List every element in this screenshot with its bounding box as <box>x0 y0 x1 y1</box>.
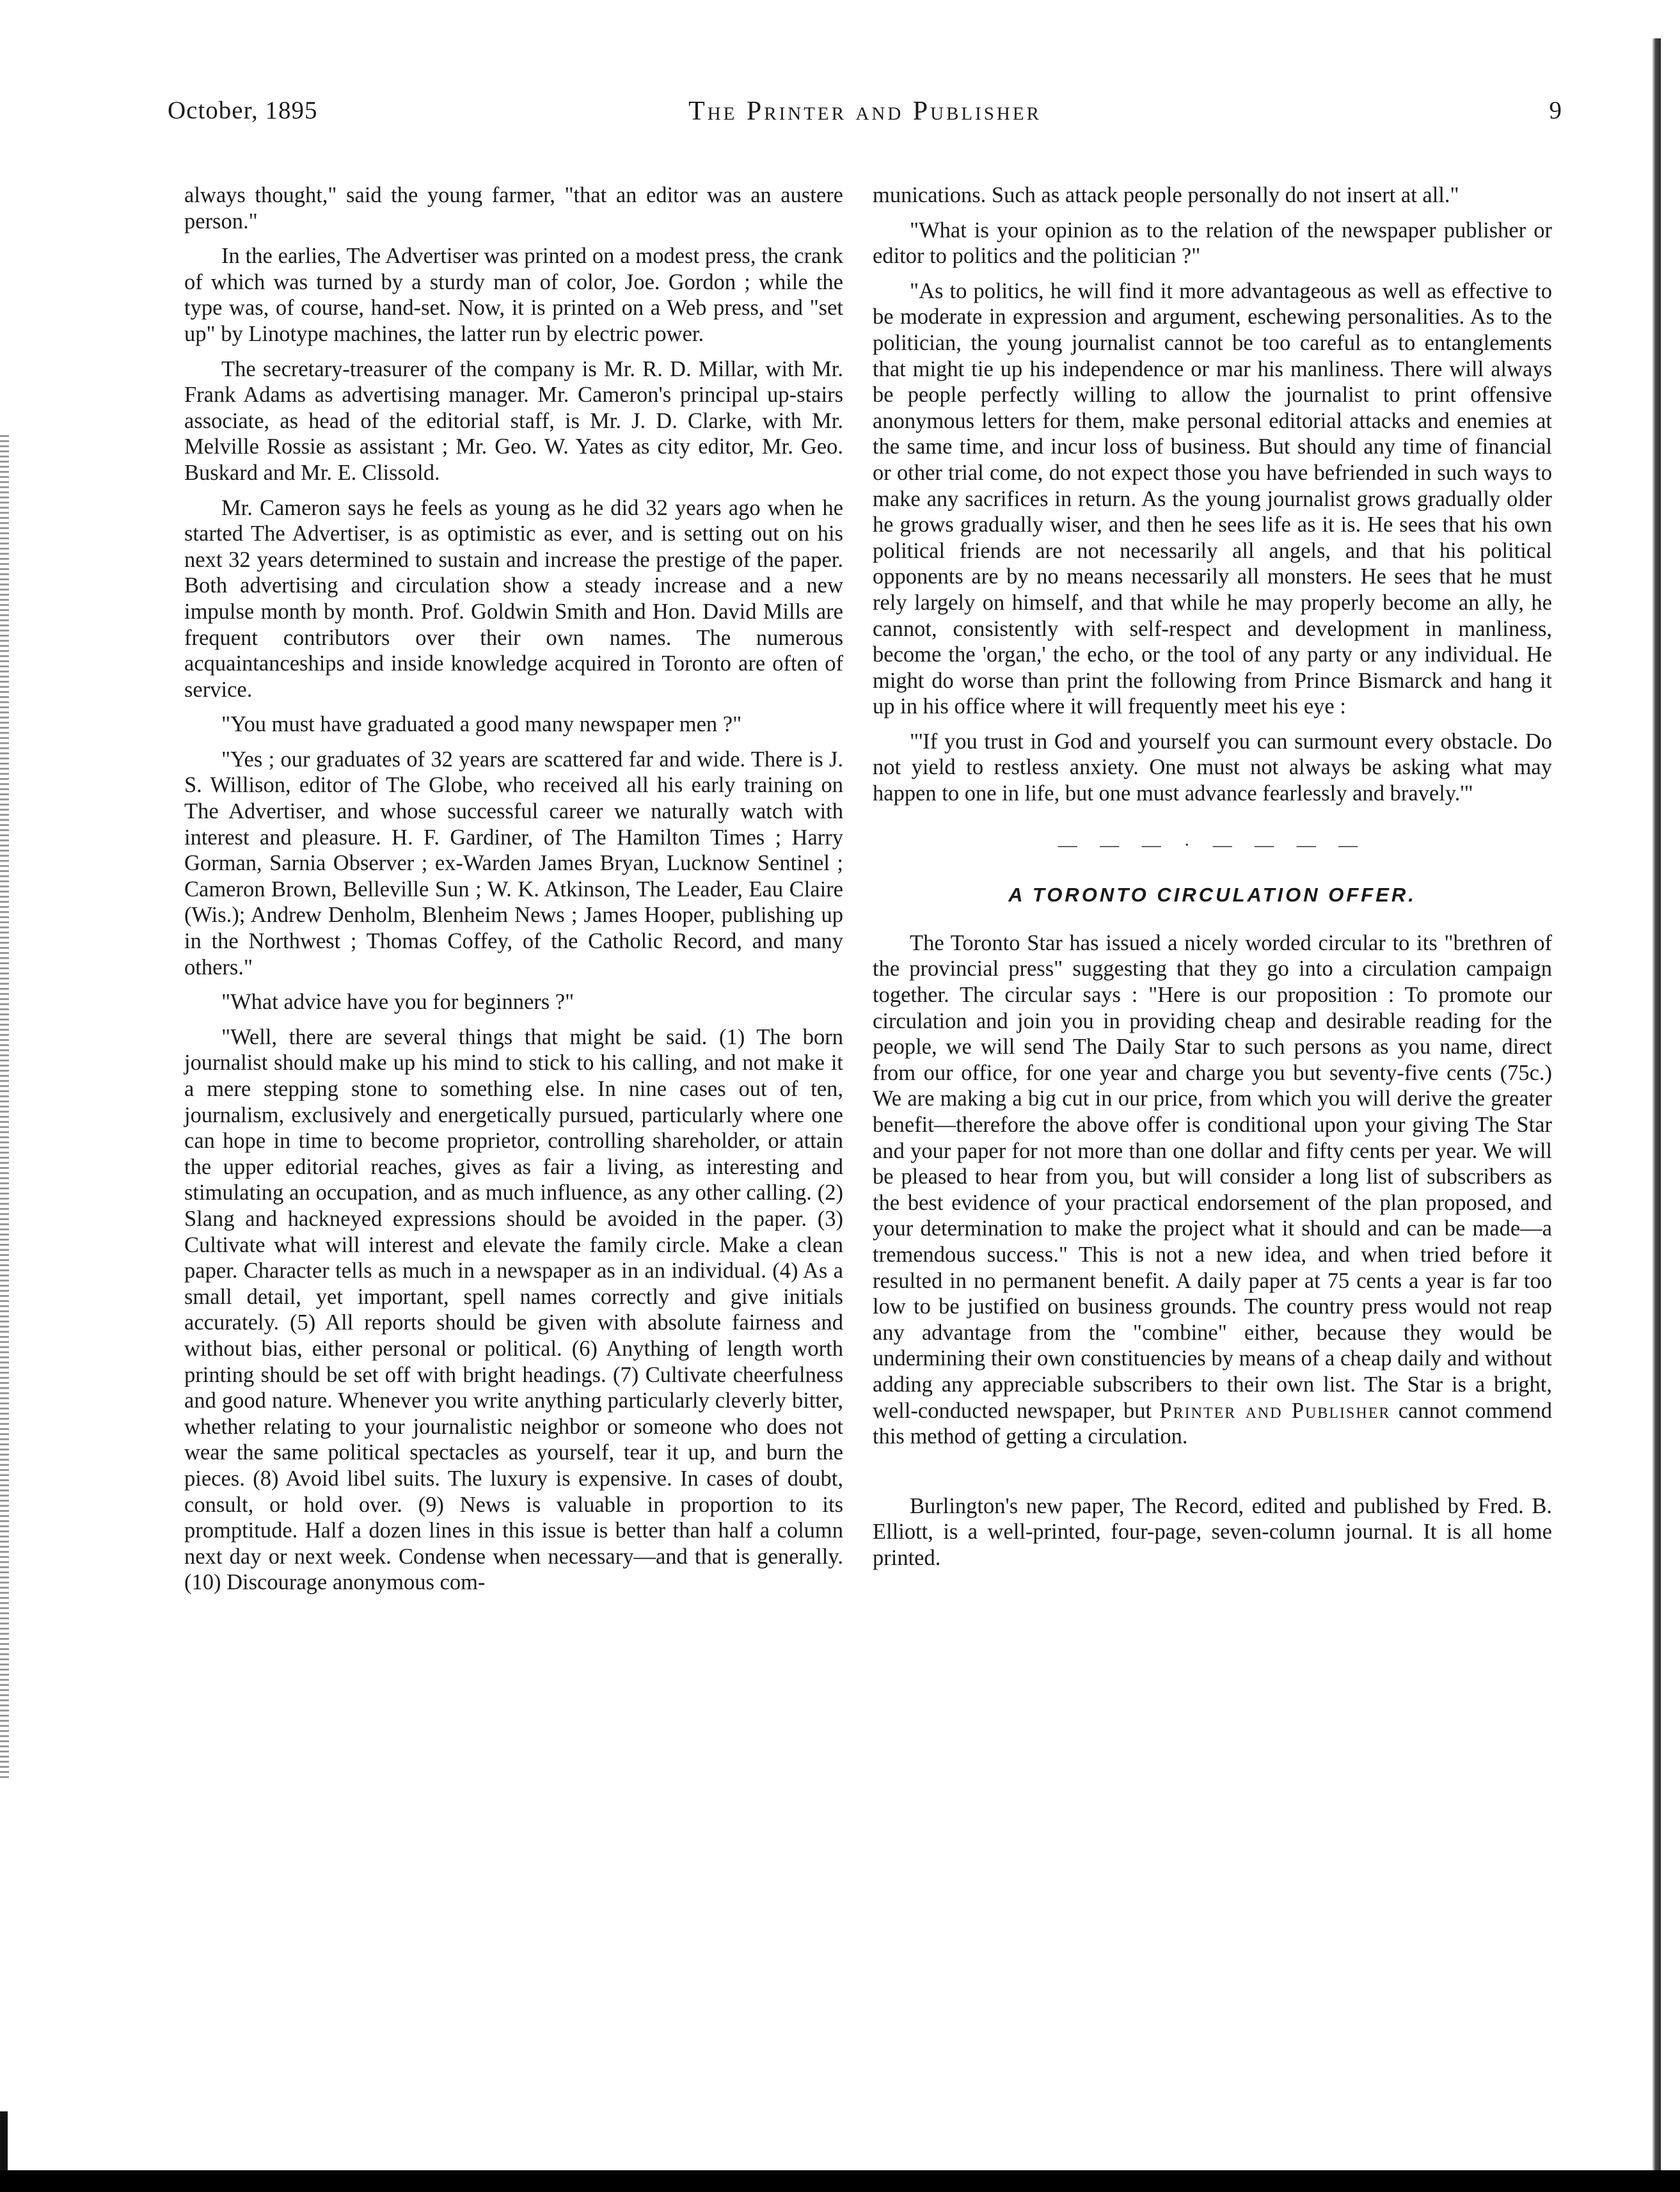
paragraph: The secretary-treasurer of the company is Mr. R. D. Millar, with Mr. Frank Adams as advertising manager. Mr. Cameron's principal up-stairs associate, as head of the editorial staff, is Mr. J. D. Clarke, with Mr. Melville Rossie as assistant ; Mr. Geo. W. Yates as city editor, Mr. Geo. Buskard and Mr. E. Clissold. <box>184 356 843 485</box>
paragraph: "You must have graduated a good many newspaper men ?" <box>221 712 742 737</box>
page-number: 9 <box>1549 97 1562 124</box>
left-column <box>184 182 843 1605</box>
scan-bottom-border <box>0 2170 1680 2192</box>
paragraph: "'If you trust in God and yourself you can surmount every obstacle. Do not yield to restless anxiety. One must not always be asking what may happen to one in life, but one must advance fearlessly and bravely.'" <box>873 729 1552 806</box>
paragraph <box>873 930 1552 1450</box>
offer-text-end: cannot commend this method of getting a circulation. <box>873 1398 1553 1449</box>
right-column <box>873 182 1552 1580</box>
section-heading: A TORONTO CIRCULATION OFFER. <box>1008 884 1416 907</box>
spacer <box>873 1459 1552 1493</box>
paragraph: "Yes ; our graduates of 32 years are scattered far and wide. There is J. S. Willison, editor of The Globe, who received all his early training on The Advertiser, and whose successful career we naturally watch with interest and pleasure. H. F. Gardiner, of The Hamilton Times ; Harry Gorman, Sarnia Observer ; ex-Warden James Bryan, Lucknow Sentinel ; Cameron Brown, Belleville Sun ; W. K. Atkinson, The Leader, Eau Claire (Wis.); Andrew Denholm, Blenheim News ; James Hooper, publishing up in the Northwest ; Thomas Coffey, of the Catholic Record, and many others." <box>184 747 843 980</box>
section-separator: — — — · — — — — <box>1058 834 1367 855</box>
page-header <box>168 96 1562 141</box>
paragraph: Mr. Cameron says he feels as young as he did 32 years ago when he started The Advertiser, is as optimistic as ever, and is setting out on his next 32 years determined to sustain and increase the prestige of the paper. Both advertising and circulation show a steady increase and a new impulse month by month. Prof. Goldwin Smith and Hon. David Mills are frequent contributors over their own names. The numerous acquaintanceships and inside knowledge acquired in Toronto are often of service. <box>184 495 843 702</box>
scan-edge-left <box>0 435 9 1779</box>
paragraph: always thought," said the young farmer, "that an editor was an austere person." <box>184 183 843 234</box>
paragraph: munications. Such as attack people personally do not insert at all." <box>873 183 1459 207</box>
scan-corner-mark <box>0 2111 8 2170</box>
issue-date: October, 1895 <box>168 97 318 124</box>
publication-title: The Printer and Publisher <box>688 97 1042 126</box>
publication-name-smallcaps: Printer and Publisher <box>1159 1398 1391 1423</box>
paragraph: In the earlies, The Advertiser was printed on a modest press, the crank of which was turned by a sturdy man of color, Joe. Gordon ; while the type was, of course, hand-set. Now, it is printed on a Web press, and "set up" by Linotype machines, the latter run by electric power. <box>184 244 843 346</box>
paragraph: Burlington's new paper, The Record, edited and published by Fred. B. Elliott, is a well-printed, four-page, seven-column journal. It is all home printed. <box>873 1493 1552 1570</box>
paragraph: "Well, there are several things that might be said. (1) The born journalist should make up his mind to stick to his calling, and not make it a mere stepping stone to something else. In nine cases out of ten, journalism, exclusively and energetically pursued, particularly where one can hope in time to become proprietor, controlling shareholder, or attain the upper editorial reaches, gives as fair a living, as interesting and stimulating an occupation, and as much influence, as any other calling. (2) Slang and hackneyed expressions should be avoided in the paper. (3) Cultivate what will interest and elevate the family circle. Make a clean paper. Character tells as much in a newspaper as in an individual. (4) As a small detail, yet important, spell names correctly and give initials accurately. (5) All reports should be given with absolute fairness and without bias, either personal or political. (6) Anything of length worth printing should be set off with bright headings. (7) Cultivate cheerfulness and good nature. Whenever you write anything particularly cleverly bitter, whether relating to your journalistic neighbor or someone who does not wear the same political spectacles as yourself, tear it up, and burn the pieces. (8) Avoid libel suits. The luxury is expensive. In cases of doubt, consult, or hold over. (9) News is valuable in proportion to its promptitude. Half a dozen lines in this issue is better than half a column next day or next week. Condense when necessary—and that is generally. (10) Discourage anonymous com- <box>184 1024 843 1595</box>
paragraph: "What is your opinion as to the relation of the newspaper publisher or editor to politics and the politician ?" <box>873 218 1552 269</box>
paragraph: "As to politics, he will find it more advantageous as well as effective to be moderate in expression and argument, eschewing personalities. As to the politician, the young journalist cannot be too careful as to entanglements that might tie up his independence or mar his manliness. There will always be people perfectly willing to allow the journalist to print offensive anonymous letters for them, make personal editorial attacks and enemies at the same time, and incur loss of business. But should any time of financial or other trial come, do not expect those you have befriended in such ways to make any sacrifices in return. As the young journalist grows gradually older he grows gradually wiser, and then he sees life as it is. He sees that his own political friends are not necessarily all angels, and that his political opponents are by no means necessarily all monsters. He sees that he must rely largely on himself, and that while he may properly become an ally, he cannot, consistently with self-respect and development in manliness, become the 'organ,' the echo, or the tool of any party or any individual. He might do worse than print the following from Prince Bismarck and hang it up in his office where it will frequently meet his eye : <box>873 278 1552 719</box>
offer-text: The Toronto Star has issued a nicely worded circular to its "brethren of the provincial press" suggesting that they go into a circulation campaign together. The circular says : "Here is our proposition : To promote our circulation and join you in providing cheap and desirable reading for the people, we will send The Daily Star to such persons as you name, direct from our office, for one year and charge you but seventy-five cents (75c.) We are making a big cut in our price, from which you will derive the greater benefit—therefore the above offer is conditional upon your giving The Star and your paper for not more than one dollar and fifty cents per year. We will be pleased to hear from you, but will consider a long list of subscribers as the best evidence of your practical endorsement of the plan proposed, and your determination to make the project what it should and can be made—a tremendous success." This is not a new idea, and when tried before it resulted in no permanent benefit. A daily paper at 75 cents a year is far too low to be justified on business grounds. The country press would not reap any advantage from the "combine" either, because they would be undermining their own constituencies by means of a cheap daily and without adding any appreciable subscribers to their own list. The Star is a bright, well-conducted newspaper, but <box>873 930 1552 1423</box>
scan-edge-right <box>1652 38 1661 2188</box>
paragraph: "What advice have you for beginners ?" <box>221 990 575 1015</box>
